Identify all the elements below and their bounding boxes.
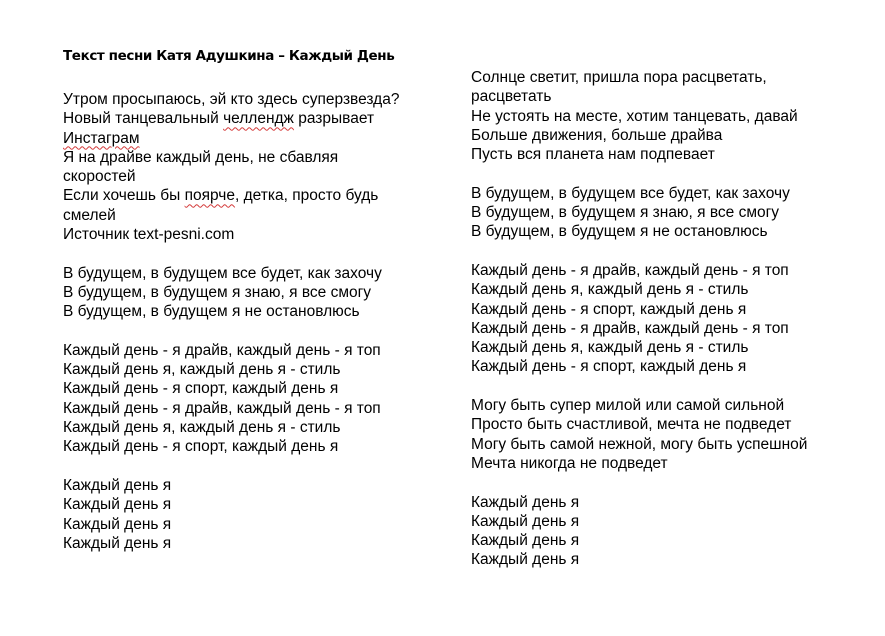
- lyric-line: Каждый день я: [63, 496, 172, 514]
- lyric-text: Если хочешь бы: [63, 187, 185, 205]
- misspelled-word: поярче: [184, 187, 236, 205]
- lyric-line: В будущем, в будущем все будет, как захочу: [63, 264, 382, 282]
- lyric-line: Каждый день я, каждый день я - стиль: [471, 339, 749, 357]
- lyric-line: Каждый день я: [63, 476, 172, 494]
- lyric-line: Мечта никогда не подведет: [471, 454, 668, 472]
- lyric-line: Не устоять на месте, хотим танцевать, давай: [471, 107, 798, 125]
- lyric-line: Каждый день - я спорт, каждый день я: [63, 380, 339, 398]
- lyric-line: Каждый день я: [471, 532, 580, 550]
- lyric-line: смелей: [63, 206, 116, 224]
- stanza-gap: [63, 322, 463, 341]
- lyric-line: Каждый день я: [63, 534, 172, 552]
- lyric-line: В будущем, в будущем я не остановлюсь: [63, 303, 360, 321]
- stanza-gap: [63, 457, 463, 476]
- stanza-gap: [471, 164, 871, 183]
- lyric-line: [63, 186, 463, 205]
- stanza-gap: [63, 244, 463, 263]
- lyric-line: Утром просыпаюсь, эй кто здесь суперзвезда?: [63, 91, 400, 108]
- lyric-line: В будущем, в будущем я знаю, я все смогу: [63, 283, 372, 301]
- lyric-line: Каждый день я, каждый день я - стиль: [63, 419, 341, 437]
- lyric-line: Больше движения, больше драйва: [471, 126, 723, 144]
- lyric-line: Каждый день я: [471, 512, 580, 530]
- lyric-line: Каждый день я, каждый день я - стиль: [63, 361, 341, 379]
- lyrics-column-left: [63, 90, 463, 553]
- lyric-line: [63, 129, 463, 148]
- lyric-line: В будущем, в будущем я не остановлюсь: [471, 223, 768, 241]
- misspelled-word: Инстаграм: [63, 129, 140, 147]
- stanza-gap: [471, 473, 871, 492]
- stanza-gap: [471, 242, 871, 261]
- lyric-line: Каждый день - я спорт, каждый день я: [471, 300, 747, 318]
- lyric-line: расцветать: [471, 88, 552, 106]
- lyric-line: Солнце светит, пришла пора расцветать,: [471, 69, 767, 86]
- lyric-line: Каждый день - я драйв, каждый день - я топ: [471, 319, 789, 337]
- lyric-line: Могу быть самой нежной, могу быть успешной: [471, 435, 808, 453]
- lyric-line: Пусть вся планета нам подпевает: [471, 146, 715, 164]
- lyric-line: Каждый день я, каждый день я - стиль: [471, 281, 749, 299]
- page-title: Текст песни Катя Адушкина – Каждый День: [63, 48, 395, 64]
- lyric-line: скоростей: [63, 168, 136, 186]
- lyric-line: [63, 109, 463, 128]
- lyric-text: разрывает: [293, 110, 375, 128]
- misspelled-word: челлендж: [223, 110, 294, 128]
- lyric-line: Каждый день - я спорт, каждый день я: [63, 438, 339, 456]
- source-line: Источник text-pesni.com: [63, 226, 235, 244]
- lyric-line: Каждый день - я драйв, каждый день - я топ: [63, 341, 381, 359]
- lyric-line: Каждый день - я спорт, каждый день я: [471, 358, 747, 376]
- lyric-text: Новый танцевальный: [63, 110, 224, 128]
- lyric-line: В будущем, в будущем я знаю, я все смогу: [471, 204, 780, 222]
- lyric-line: В будущем, в будущем все будет, как захочу: [471, 184, 790, 202]
- lyrics-column-right: [471, 68, 871, 570]
- lyric-line: Каждый день - я драйв, каждый день - я топ: [63, 399, 381, 417]
- lyric-line: Каждый день я: [471, 493, 580, 511]
- lyric-line: Я на драйве каждый день, не сбавляя: [63, 148, 339, 166]
- lyric-line: Каждый день - я драйв, каждый день - я топ: [471, 261, 789, 279]
- lyric-line: Просто быть счастливой, мечта не подведет: [471, 416, 792, 434]
- lyric-line: Могу быть супер милой или самой сильной: [471, 397, 785, 415]
- lyric-line: Каждый день я: [471, 551, 580, 569]
- stanza-gap: [471, 377, 871, 396]
- lyric-line: Каждый день я: [63, 515, 172, 533]
- lyric-text: , детка, просто будь: [235, 187, 379, 205]
